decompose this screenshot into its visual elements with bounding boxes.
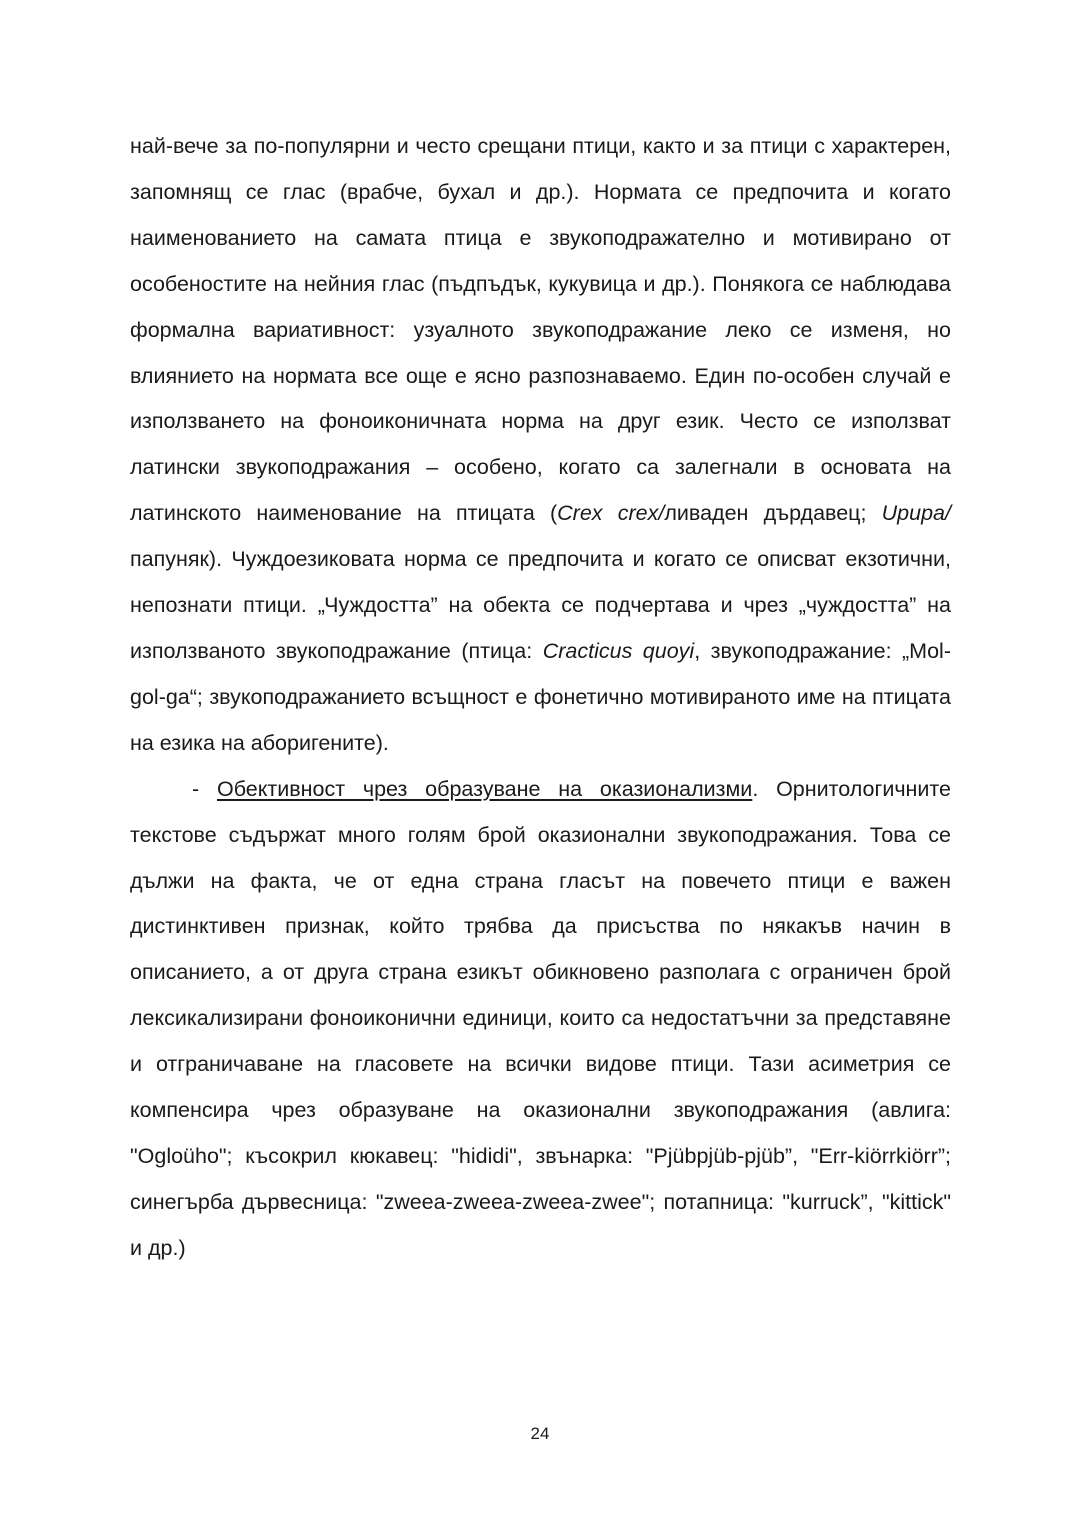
latin-name-italic: Cracticus quoyi [542, 638, 695, 663]
paragraph [130, 767, 951, 1272]
paragraph-text: . Орнитологичните текстове съдържат много голям брой оказионални звукоподражания. Това се дължи на факта, че от една страна гласът на повечето птици е важен дистинктивен признак, който трябва да присъства по някакъв начин в описанието, а от друга страна езикът обикновено разполага с ограничен брой лексикализирани фоноиконични единици, които са недостатъчни за представяне и отграничаване на гласовете на всички видове птици. Тази асиметрия се компенсира чрез образуване на оказионални звукоподражания (авлига: "Ogloüho"; късокрил кюкавец: "hididi", звънарка: "Pjübpjüb-pjüb”, "Err-kiörrkiörr”; синегърба дървесница: "zweea-zweea-zweea-zwee"; потапница: "kurruck”, "kittick" и др.) [130, 776, 951, 1260]
paragraph-text: , звукоподражание: „Mol-gol-ga“; звукоподражанието всъщност е фонетично мотивираното име на птицата на езика на аборигените). [130, 638, 951, 755]
paragraph-text: ливаден дърдавец; [664, 501, 882, 526]
paragraph [130, 124, 951, 767]
page-number: 24 [530, 1424, 550, 1443]
body-text [130, 124, 951, 1272]
list-dash: - [192, 776, 217, 801]
section-heading-underlined: Обективност чрез образуване на оказионализми [216, 776, 753, 801]
paragraph-text: най-вече за по-популярни и често срещани птици, както и за птици с характерен, запомнящ се глас (врабче, бухал и др.). Нормата се предпочита и когато наименованието на самата птица е звукоподражателно и мотивирано от особеностите на нейния глас (пъдпъдък, кукувица и др.). Понякога се наблюдава формална вариативност: узуалното звукоподражание леко се изменя, но влиянието на нормата все още е ясно разпознаваемо. Един по-особен случай е използването на фоноиконичната норма на друг език. Често се използват латински звукоподражания – особено, когато са залегнали в основата на латинското наименование на птицата ( [130, 134, 951, 526]
latin-name-italic: Crex crex/ [557, 501, 665, 526]
paragraph-text: папуняк). Чуждоезиковата норма се предпочита и когато се описват екзотични, непознати птици. „Чуждостта” на обекта се подчертава и чрез „чуждостта” на използваното звукоподражание (птица: [130, 547, 951, 663]
latin-name-italic: Upupa/ [881, 501, 951, 526]
